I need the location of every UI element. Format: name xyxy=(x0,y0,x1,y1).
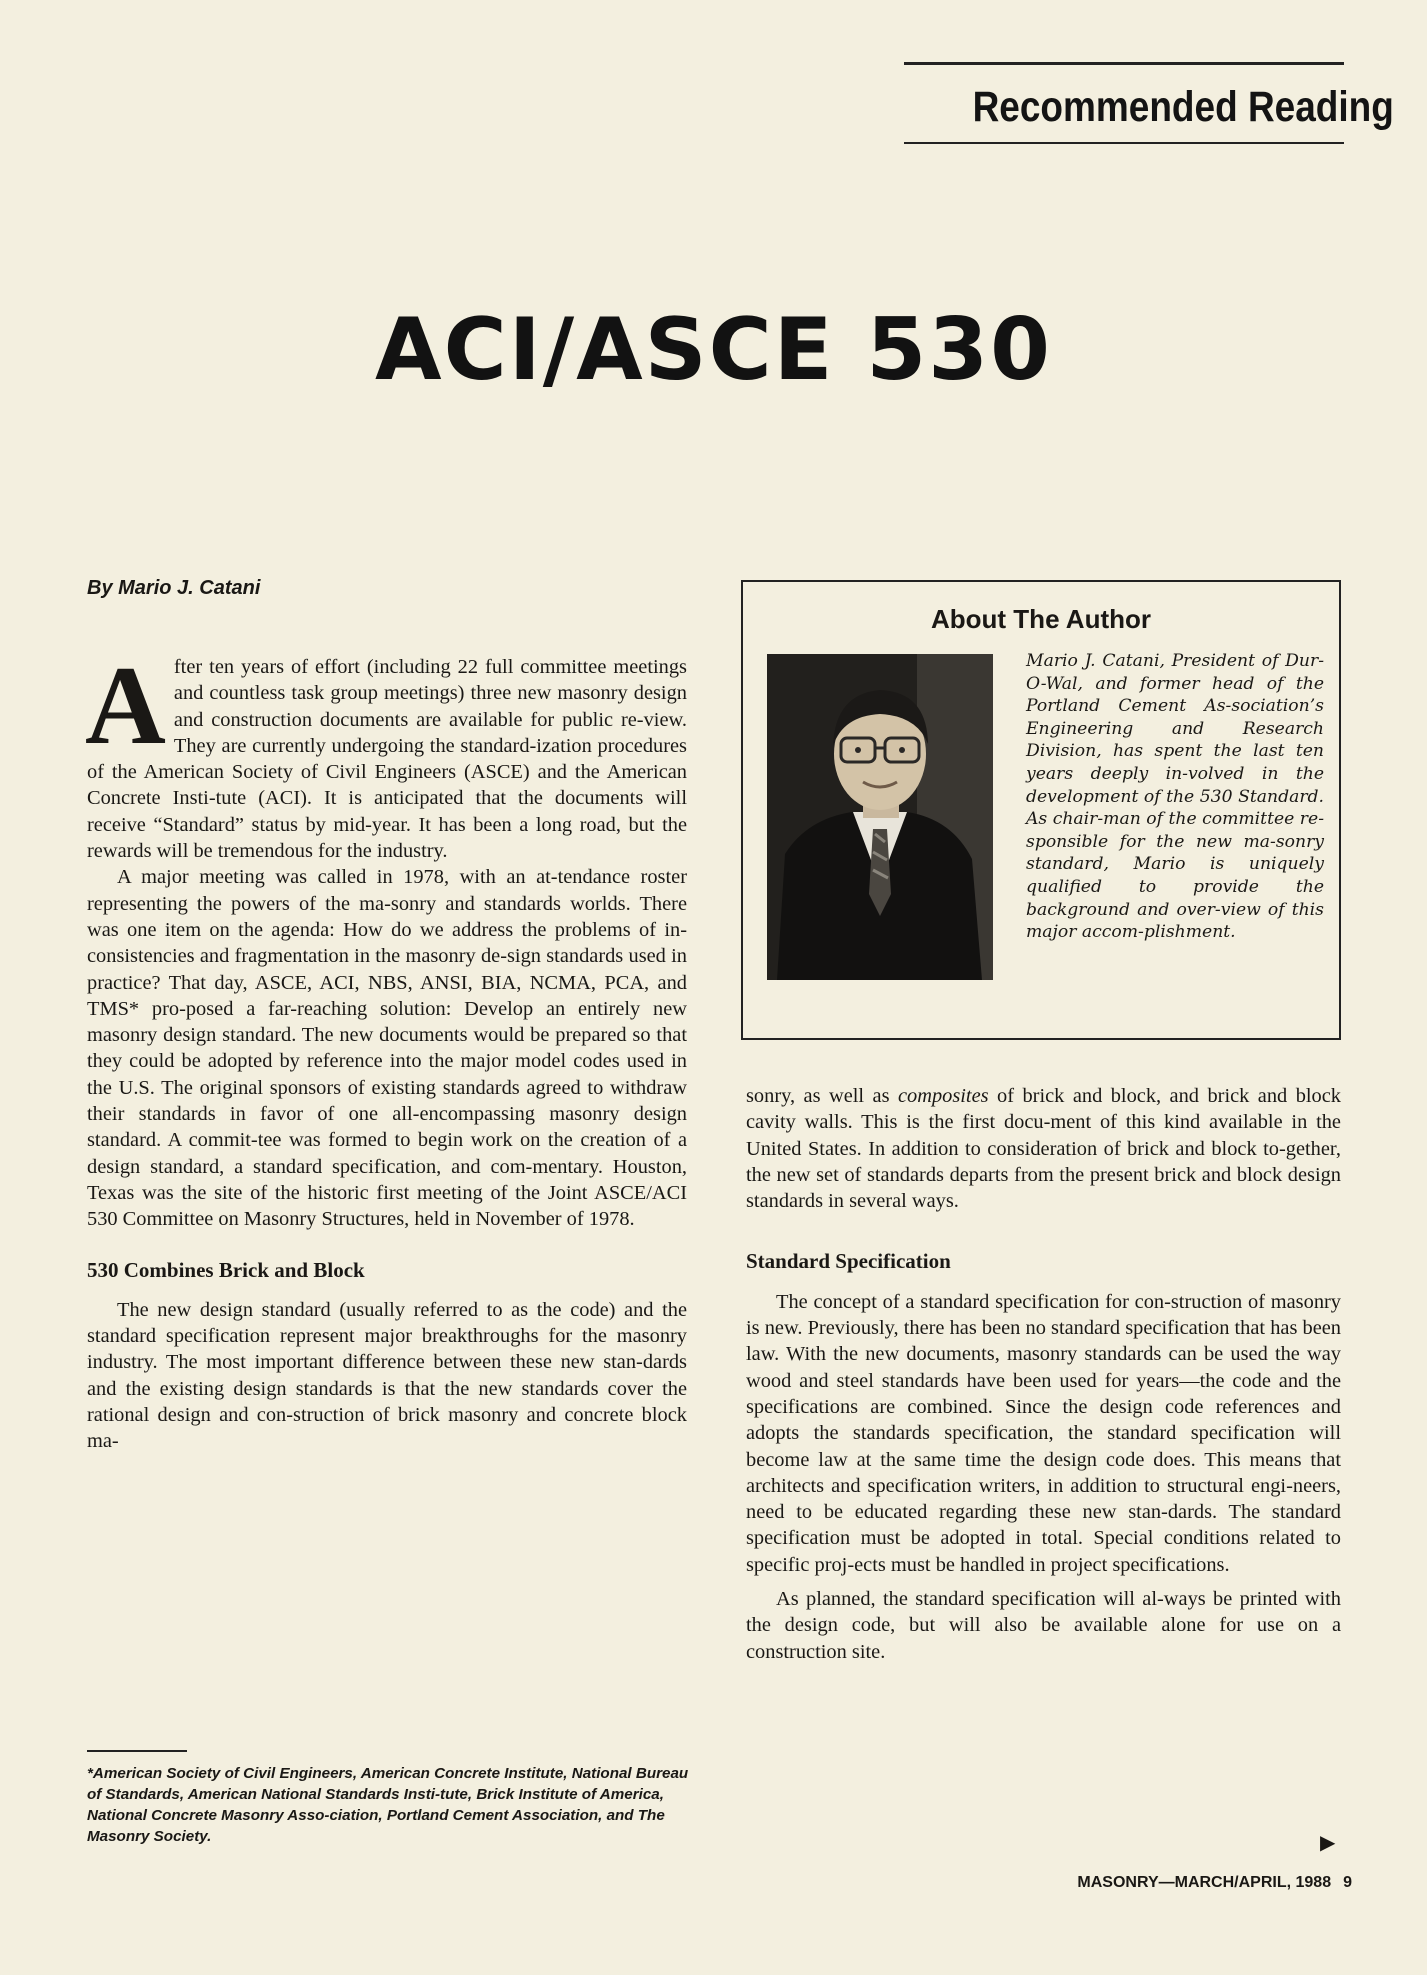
intro-paragraph xyxy=(85,644,687,864)
paragraph-2: A major meeting was called in 1978, with an at-tendance roster representing the powers of the ma-sonry and standards worlds. There was one item on the agenda: How do we address the problems of in-consistencies and fragmentation in the masonry de-sign standards used in practice? That day, ASCE, ACI, NBS, ANSI, BIA, NCMA, PCA, and TMS* pro-posed a far-reaching solution: Develop an entirely new masonry design standard. The new documents would be prepared so that they could be adopted by reference into the major model codes used in the U.S. The original sponsors of existing standards agreed to withdraw their standards in favor of one all-encompassing masonry design standard. A commit-tee was formed to begin work on the creation of a design standard, a standard specification, and com-mentary. Houston, Texas was the site of the historic first meeting of the Joint ASCE/ACI 530 Committee on Masonry Structures, held in November of 1978. xyxy=(87,866,687,1231)
footnote-rule xyxy=(87,1750,187,1752)
left-column xyxy=(85,644,687,1455)
footnote: *American Society of Civil Engineers, American Concrete Institute, National Bureau of Standards, American National Standards Insti-tute, Brick Institute of America, National Concrete Masonry Asso-ciation, Portland Cement Association, and The Masonry Society. xyxy=(87,1765,689,1845)
footer-publication: MASONRY—MARCH/APRIL, 1988 xyxy=(1077,1874,1332,1891)
paragraph-6: As planned, the standard specification will al-ways be printed with the design code, but will also be available alone for use on a construction site. xyxy=(746,1588,1341,1663)
page-number: 9 xyxy=(1343,1874,1352,1891)
paragraph-3: The new design standard (usually referred to as the code) and the standard specification represent major breakthroughs for the masonry industry. The most important difference between these new stan-dards and the existing design standards is that the new standards cover the rational design and con-struction of brick masonry and concrete block ma- xyxy=(87,1298,687,1453)
author-portrait-image xyxy=(767,654,993,980)
section-heading-standard-specification: Standard Specification xyxy=(746,1249,951,1274)
author-photo xyxy=(767,654,993,980)
paragraph-4-start: sonry, as well as xyxy=(746,1085,898,1107)
continue-arrow-icon: ▶ xyxy=(1320,1830,1336,1854)
article-title: ACI/ASCE 530 xyxy=(375,300,1052,400)
about-author-box xyxy=(741,580,1341,1040)
intro-text: fter ten years of effort (including 22 full committee meetings and countless task group meetings) three new masonry design and construction documents are available for public re-view. They are currently undergoing the standard-ization procedures of the American Society of Civil Engineers (ASCE) and the American Concrete Insti-tute (ACI). It is anticipated that the documents will receive “Standard” status by mid-year. It has been a long road, but the rewards will be tremendous for the industry. xyxy=(87,656,687,863)
section-header xyxy=(904,62,1394,144)
paragraph-4-end: of brick and block, and brick and block cavity walls. This is the first docu-ment of this kind available in the United States. In addition to consideration of brick and block to-gether, the new set of standards departs from the present brick and block design standards in several ways. xyxy=(746,1085,1341,1213)
right-column xyxy=(746,1083,1341,1665)
about-author-title: About The Author xyxy=(931,604,1151,634)
byline: By Mario J. Catani xyxy=(87,577,261,599)
drop-cap: A xyxy=(85,644,166,768)
author-bio: Mario J. Catani, President of Dur-O-Wal, and former head of the Portland Cement As-sociation’s Engineering and Research Division, has spent the last ten years deeply in-volved in the development of the 530 Standard. As chair-man of the committee re-sponsible for the new ma-sonry standard, Mario is uniquely qualified to provide the background and over-view of this major accom-plishment. xyxy=(1026,651,1324,943)
section-heading-530: 530 Combines Brick and Block xyxy=(87,1257,365,1282)
page-footer xyxy=(996,1874,1352,1892)
paragraph-4 xyxy=(746,1083,1341,1214)
paragraph-4-italic: composites xyxy=(897,1085,989,1107)
section-header-label: Recommended Reading xyxy=(972,83,1394,131)
paragraph-5: The concept of a standard specification for con-struction of masonry is new. Previously, there has been no standard specification that has been law. With the new documents, masonry standards can be used the way wood and steel standards have been used for years—the code and the specifications are combined. Since the design code references and adopts the standards specification, the standard specification will become law at the same time the design code does. This means that architects and specification writers, in addition to structural engi-neers, need to be educated regarding these new stan-dards. The standard specification must be adopted in total. Special conditions related to specific proj-ects must be handled in project specifications. xyxy=(746,1290,1341,1576)
